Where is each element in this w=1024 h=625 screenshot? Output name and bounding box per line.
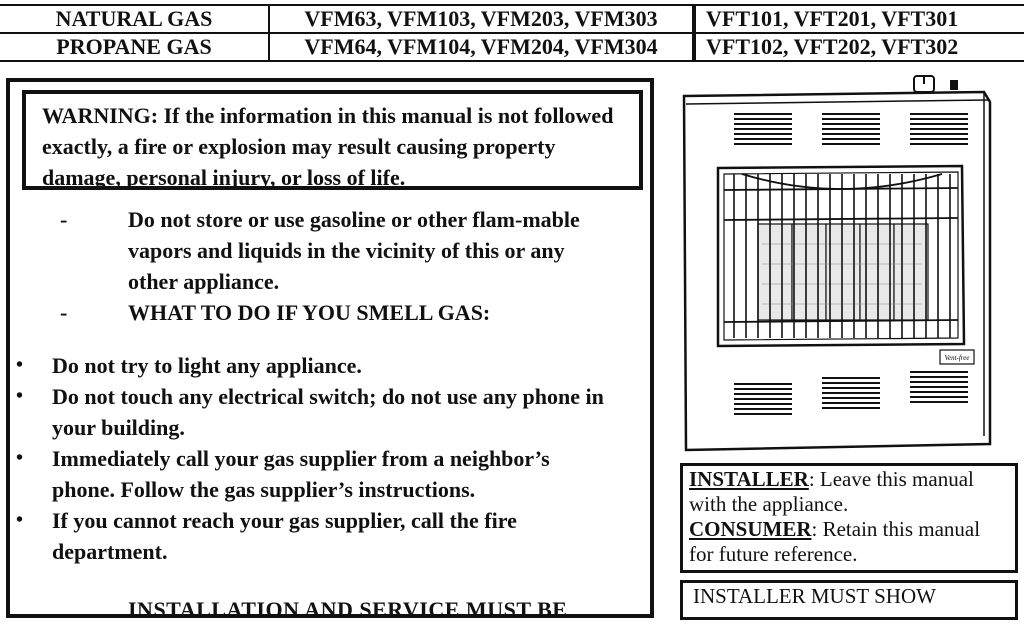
installer-must-show-box [680, 580, 1018, 620]
bullet-marker: • [16, 354, 24, 376]
warning-text: WARNING: If the information in this manual is not followed exactly, a fire or explosion may result causing property damage, personal injury, or loss of life. [42, 103, 614, 190]
svg-text:Vent-free: Vent-free [944, 354, 970, 362]
table-row [0, 33, 1024, 61]
warning-box [22, 90, 643, 190]
table-row [0, 5, 1024, 33]
dash-marker: - [60, 207, 68, 232]
list-item-text: Immediately call your gas supplier from a neighbor’s phone. Follow the gas supplier’s instructions. [52, 446, 550, 502]
list-item-text: Do not try to light any appliance. [52, 353, 362, 378]
list-item [10, 443, 612, 505]
installer-consumer-notice [680, 463, 1018, 573]
heater-illustration [672, 74, 1012, 458]
list-item [10, 505, 612, 567]
installer-must-show-text: INSTALLER MUST SHOW [693, 584, 936, 608]
installer-label: INSTALLER [689, 467, 809, 491]
vfm-models-cell: VFM63, VFM103, VFM203, VFM303 [269, 5, 694, 33]
bullet-marker: • [16, 385, 24, 407]
bullet-list [10, 350, 650, 567]
igniter-icon [950, 80, 958, 90]
bullet-marker: • [16, 447, 24, 469]
vft-models-cell: VFT101, VFT201, VFT301 [694, 5, 1024, 33]
fuel-cell: PROPANE GAS [0, 33, 269, 61]
warning-panel [6, 78, 654, 622]
burner-grill [718, 166, 964, 346]
vfm-models-cell: VFM64, VFM104, VFM204, VFM304 [269, 33, 694, 61]
top-louvers [734, 114, 968, 144]
list-item [10, 381, 612, 443]
dash-marker: - [60, 300, 68, 325]
fuel-cell: NATURAL GAS [0, 5, 269, 33]
list-item-text: Do not touch any electrical switch; do not use any phone in your building. [52, 384, 604, 440]
consumer-text: : Retain this manual for future reference. [689, 517, 981, 566]
installation-heading: INSTALLATION AND SERVICE MUST BE [128, 597, 568, 622]
list-item [10, 350, 612, 381]
consumer-label: CONSUMER [689, 517, 812, 541]
dash-item-text: WHAT TO DO IF YOU SMELL GAS: [128, 300, 491, 325]
list-item-text: If you cannot reach your gas supplier, call the fire department. [52, 508, 517, 564]
model-table [0, 4, 1024, 62]
bullet-marker: • [16, 509, 24, 531]
installer-text: : Leave this manual with the appliance. [689, 467, 974, 516]
brand-badge [940, 350, 974, 364]
vft-models-cell: VFT102, VFT202, VFT302 [694, 33, 1024, 61]
dash-item-text: Do not store or use gasoline or other flam-mable vapors and liquids in the vicinity of this or any other appliance. [128, 207, 580, 294]
